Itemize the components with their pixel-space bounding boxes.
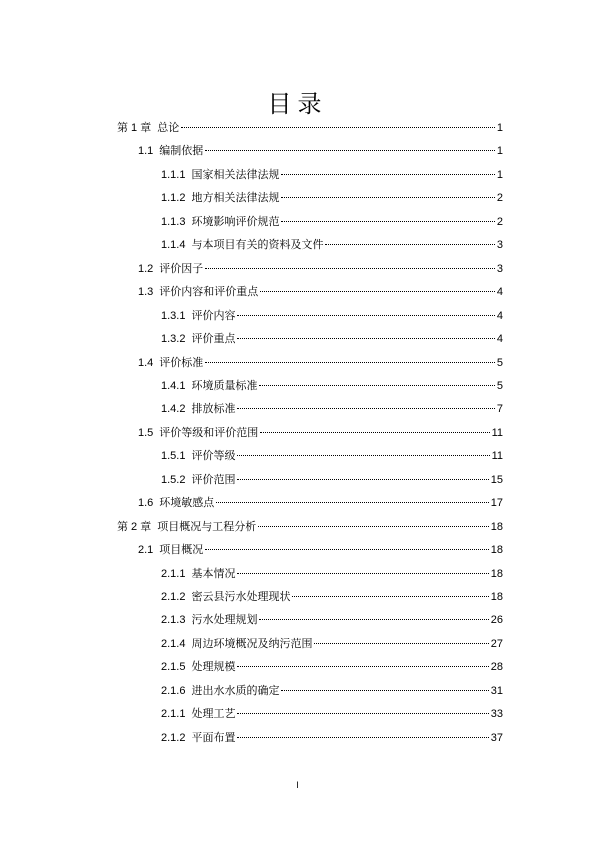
toc-entry[interactable] (117, 520, 503, 534)
toc-entry-number: 2.1.6 (161, 685, 186, 697)
toc-entry-title: 排放标准 (191, 402, 236, 415)
toc-entry-page: 1 (496, 145, 503, 157)
toc-entry-number: 1.4.2 (161, 403, 186, 415)
toc-entry-page: 11 (491, 427, 503, 439)
toc-entry[interactable] (138, 356, 503, 370)
toc-entry-page: 7 (496, 403, 503, 415)
toc-leader-dots (260, 291, 495, 292)
toc-entry-page: 3 (496, 263, 503, 275)
toc-entry-title: 评价因子 (159, 262, 204, 275)
toc-entry-page: 1 (496, 169, 503, 181)
toc-entry[interactable] (161, 613, 503, 627)
toc-entry-page: 28 (490, 661, 503, 673)
toc-entry-page: 31 (490, 685, 503, 697)
toc-leader-dots (205, 268, 495, 269)
toc-leader-dots (216, 502, 488, 503)
toc-entry[interactable] (161, 637, 503, 651)
toc-entry-title: 周边环境概况及纳污范围 (191, 637, 313, 650)
toc-entry-title: 环境质量标准 (191, 379, 258, 392)
toc-entry[interactable] (161, 567, 503, 581)
toc-entry-number: 1.6 (138, 497, 154, 509)
toc-entry[interactable] (138, 144, 503, 158)
toc-entry[interactable] (161, 191, 503, 205)
toc-leader-dots (281, 197, 494, 198)
toc-leader-dots (258, 526, 489, 527)
toc-entry-number: 1.1 (138, 145, 154, 157)
toc-entry[interactable] (138, 543, 503, 557)
toc-entry-page: 4 (496, 310, 503, 322)
toc-leader-dots (237, 315, 494, 316)
toc-leader-dots (205, 362, 495, 363)
toc-entry-title: 地方相关法律法规 (191, 191, 280, 204)
toc-leader-dots (205, 150, 495, 151)
toc-entry-title: 评价标准 (159, 356, 204, 369)
toc-entry-page: 18 (490, 521, 503, 533)
toc-entry-number: 1.1.1 (161, 169, 186, 181)
toc-leader-dots (237, 573, 488, 574)
toc-entry-title: 处理规模 (191, 660, 236, 673)
toc-entry[interactable] (161, 449, 503, 463)
toc-entry-page: 3 (496, 239, 503, 251)
toc-entry-number: 1.5.1 (161, 450, 186, 462)
toc-entry-page: 2 (496, 192, 503, 204)
toc-entry-title: 评价内容和评价重点 (159, 285, 259, 298)
toc-entry-page: 18 (490, 591, 503, 603)
toc-entry-number: 2.1.4 (161, 638, 186, 650)
toc-entry[interactable] (161, 168, 503, 182)
toc-entry-title: 项目概况与工程分析 (157, 520, 257, 533)
toc-leader-dots (314, 643, 488, 644)
toc-entry[interactable] (161, 332, 503, 346)
toc-entry-page: 27 (490, 638, 503, 650)
toc-entry-page: 4 (496, 333, 503, 345)
toc-entry[interactable] (161, 402, 503, 416)
toc-entry-number: 1.3 (138, 286, 154, 298)
toc-entry[interactable] (161, 590, 503, 604)
toc-entry-page: 37 (490, 732, 503, 744)
toc-entry[interactable] (117, 121, 503, 135)
toc-entry-title: 环境敏感点 (159, 496, 215, 509)
page-number: I (296, 780, 299, 790)
toc-entry[interactable] (138, 496, 503, 510)
toc-entry-title: 评价内容 (191, 309, 236, 322)
toc-entry-page: 2 (496, 216, 503, 228)
toc-entry-title: 进出水水质的确定 (191, 684, 280, 697)
toc-leader-dots (237, 737, 488, 738)
toc-entry-title: 平面布置 (191, 731, 236, 744)
toc-entry-title: 国家相关法律法规 (191, 168, 280, 181)
toc-entry[interactable] (161, 660, 503, 674)
toc-leader-dots (325, 244, 494, 245)
toc-entry-title: 密云县污水处理现状 (191, 590, 291, 603)
toc-entry-number: 1.5.2 (161, 474, 186, 486)
toc-entry-page: 33 (490, 708, 503, 720)
toc-entry-number: 2.1 (138, 544, 154, 556)
toc-leader-dots (259, 619, 488, 620)
toc-leader-dots (237, 713, 488, 714)
toc-entry[interactable] (161, 379, 503, 393)
toc-entry[interactable] (161, 707, 503, 721)
toc-leader-dots (281, 690, 488, 691)
toc-entry-number: 2.1.2 (161, 732, 186, 744)
toc-entry-number: 第 1 章 (117, 122, 152, 134)
toc-entry[interactable] (161, 731, 503, 745)
toc-entry-page: 18 (490, 568, 503, 580)
toc-entry-number: 2.1.3 (161, 614, 186, 626)
toc-entry-page: 26 (490, 614, 503, 626)
toc-entry[interactable] (161, 684, 503, 698)
toc-entry-number: 2.1.1 (161, 708, 186, 720)
toc-entry-title: 处理工艺 (191, 707, 236, 720)
toc-entry-number: 1.1.3 (161, 216, 186, 228)
toc-entry[interactable] (138, 262, 503, 276)
toc-entry-title: 环境影响评价规范 (191, 215, 280, 228)
toc-entry[interactable] (161, 215, 503, 229)
toc-entry-title: 基本情况 (191, 567, 236, 580)
toc-leader-dots (237, 666, 488, 667)
toc-entry-number: 1.4.1 (161, 380, 186, 392)
toc-leader-dots (292, 596, 488, 597)
toc-entry[interactable] (138, 426, 503, 440)
toc-entry-number: 第 2 章 (117, 521, 152, 533)
toc-leader-dots (181, 127, 495, 128)
toc-entry-page: 5 (496, 357, 503, 369)
toc-entry-title: 评价等级和评价范围 (159, 426, 259, 439)
toc-entry-title: 编制依据 (159, 144, 204, 157)
toc-entry-number: 1.5 (138, 427, 154, 439)
toc-entry-title: 评价等级 (191, 449, 236, 462)
toc-leader-dots (281, 174, 494, 175)
toc-entry[interactable] (161, 238, 503, 252)
toc-entry-page: 11 (491, 450, 503, 462)
toc-entry-number: 1.1.2 (161, 192, 186, 204)
toc-entry-title: 评价重点 (191, 332, 236, 345)
toc-entry-number: 1.3.2 (161, 333, 186, 345)
toc-entry-title: 总论 (157, 121, 180, 134)
toc-leader-dots (281, 221, 494, 222)
toc-entry-page: 17 (490, 497, 503, 509)
toc-entry-page: 5 (496, 380, 503, 392)
toc-leader-dots (237, 455, 489, 456)
toc-entry-number: 1.3.1 (161, 310, 186, 322)
toc-entry-title: 与本项目有关的资料及文件 (191, 238, 324, 251)
toc-entry[interactable] (161, 309, 503, 323)
toc-entry-number: 2.1.1 (161, 568, 186, 580)
toc-entry-number: 1.1.4 (161, 239, 186, 251)
toc-entry-title: 评价范围 (191, 473, 236, 486)
toc-entry-page: 15 (490, 474, 503, 486)
toc-entry-number: 2.1.2 (161, 591, 186, 603)
toc-entry[interactable] (161, 473, 503, 487)
toc-leader-dots (205, 549, 488, 550)
toc-entry-number: 1.2 (138, 263, 154, 275)
toc-leader-dots (237, 338, 494, 339)
document-title: 目录 (267, 90, 328, 118)
toc-leader-dots (259, 385, 494, 386)
toc-leader-dots (260, 432, 489, 433)
toc-leader-dots (237, 479, 488, 480)
toc-entry-title: 项目概况 (159, 543, 204, 556)
toc-leader-dots (237, 408, 494, 409)
toc-entry-page: 4 (496, 286, 503, 298)
toc-entry-number: 2.1.5 (161, 661, 186, 673)
toc-entry[interactable] (138, 285, 503, 299)
toc-entry-title: 污水处理规划 (191, 613, 258, 626)
toc-entry-number: 1.4 (138, 357, 154, 369)
toc-entry-page: 18 (490, 544, 503, 556)
toc-entry-page: 1 (496, 122, 503, 134)
